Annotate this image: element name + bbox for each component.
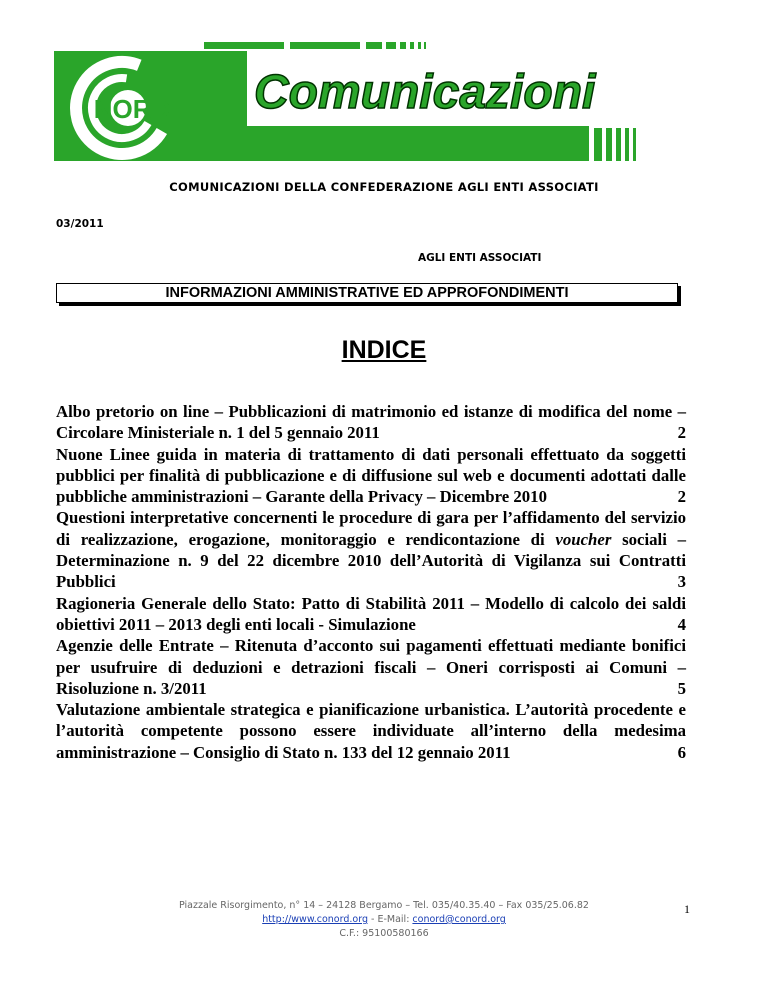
banner-title: Comunicazioni bbox=[254, 66, 596, 119]
website-link[interactable]: http://www.conord.org bbox=[262, 914, 368, 925]
confederation-subtitle: COMUNICAZIONI DELLA CONFEDERAZIONE AGLI ENTI ASSOCIATI bbox=[169, 180, 599, 194]
toc-entry: Albo pretorio on line – Pubblicazioni di matrimonio ed istanze di modifica del nome – Circolare Ministeriale n. 1 del 5 gennaio 2011 2 bbox=[56, 402, 686, 443]
document-number: 03/2011 bbox=[56, 218, 104, 230]
email-link[interactable]: conord@conord.org bbox=[412, 914, 506, 925]
page-footer: Piazzale Risorgimento, n° 14 – 24128 Bergamo – Tel. 035/40.35.40 – Fax 035/25.06.82 http://www.conord.org - E-Mail: conord@conord.org C.F.: 95100580166 bbox=[0, 899, 768, 941]
fiscal-code: C.F.: 95100580166 bbox=[339, 928, 429, 939]
toc-page-number: 2 bbox=[677, 423, 686, 443]
section-title-box: INFORMAZIONI AMMINISTRATIVE ED APPROFONDIMENTI bbox=[56, 283, 678, 303]
conord-logo-banner bbox=[54, 36, 646, 166]
stripe-top bbox=[204, 42, 284, 49]
index-heading: INDICE bbox=[341, 336, 427, 364]
toc-entry: Nuone Linee guida in materia di trattamento di dati personali effettuato da soggetti pubblici per finalità di pubblicazione e di diffusione sul web e documenti adottati dalle pubbliche amministrazioni – Garante della Privacy – Dicembre 2010 2 bbox=[56, 444, 686, 507]
recipient-label: AGLI ENTI ASSOCIATI bbox=[418, 252, 542, 264]
table-of-contents bbox=[56, 401, 686, 763]
toc-entry: Ragioneria Generale dello Stato: Patto di Stabilità 2011 – Modello di calcolo dei saldi obiettivi 2011 – 2013 degli enti locali - Simulazione 4 bbox=[56, 593, 686, 634]
footer-address: Piazzale Risorgimento, n° 14 – 24128 Bergamo – Tel. 035/40.35.40 – Fax 035/25.06.82 bbox=[179, 900, 589, 911]
toc-page-number: 5 bbox=[677, 678, 686, 698]
toc-entry: Questioni interpretative concernenti le procedure di gara per l’affidamento del servizio di realizzazione, erogazione, monitoraggio e rendicontazione di voucher sociali – Determinazione n. 9 del 22 dicembre 2010 dell’Autorità di Vigilanza sui Contratti Pubblici 3 bbox=[56, 508, 687, 592]
toc-page-number: 6 bbox=[677, 742, 686, 762]
page-number: 1 bbox=[684, 902, 690, 916]
logo-text: NORD bbox=[93, 94, 171, 124]
toc-entry: Agenzie delle Entrate – Ritenuta d’acconto sui pagamenti effettuati mediante bonifici per usufruire di deduzioni e detrazioni fiscali – Oneri corrisposti ai Comuni – Risoluzione n. 3/2011 5 bbox=[56, 636, 686, 698]
toc-page-number: 4 bbox=[677, 614, 686, 634]
toc-page-number: 2 bbox=[677, 487, 686, 507]
toc-entry: Valutazione ambientale strategica e pianificazione urbanistica. L’autorità procedente e l’autorità competente possono essere individuate all’interno della medesima amministrazione – Consiglio di Stato n. 133 del 12 gennaio 2011 6 bbox=[56, 700, 686, 762]
toc-page-number: 3 bbox=[677, 572, 686, 592]
